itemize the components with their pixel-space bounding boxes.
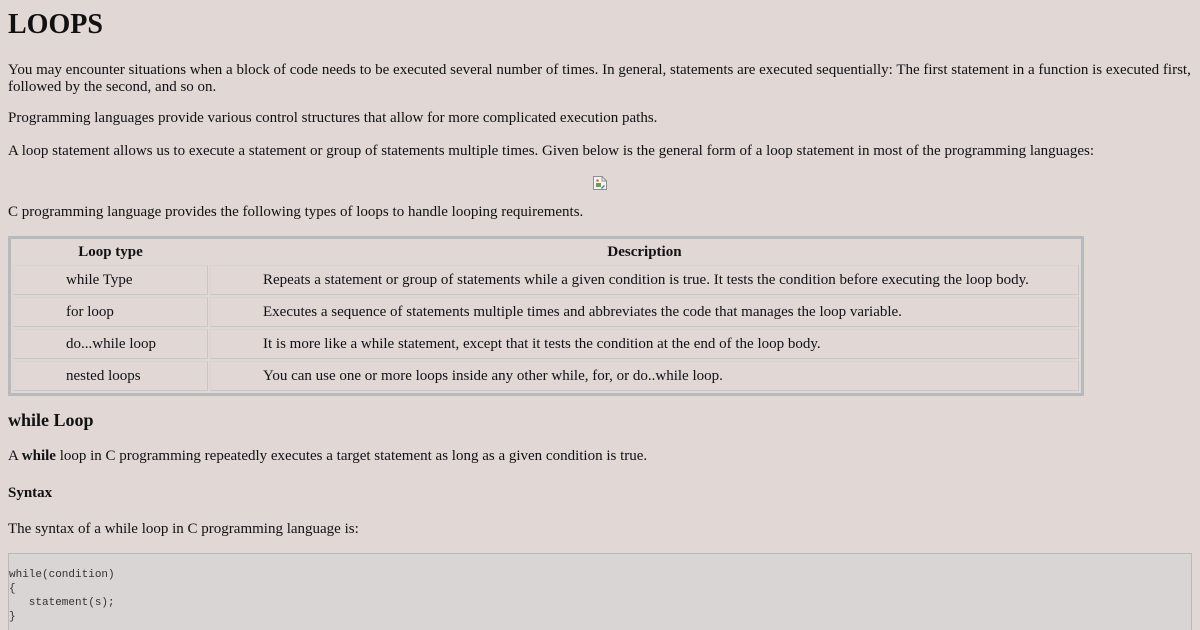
loop-type-cell: do...while loop [13, 329, 208, 359]
table-row [13, 297, 1079, 327]
loop-type-cell: while Type [13, 265, 208, 295]
description-cell: You can use one or more loops inside any other while, for, or do..while loop. [210, 361, 1079, 391]
header-loop-type: Loop type [78, 243, 143, 260]
broken-image-icon [592, 175, 608, 191]
loop-statement-paragraph: A loop statement allows us to execute a statement or group of statements multiple times. Given below is the general form of a loop statement in most of the programming languages: [8, 143, 1094, 159]
code-line: } [9, 611, 16, 623]
table-row [13, 361, 1079, 391]
loop-types-table [8, 236, 1084, 396]
table-header-row [13, 241, 1079, 263]
table-row [13, 265, 1079, 295]
syntax-heading: Syntax [8, 485, 53, 501]
while-desc-suffix: loop in C programming repeatedly executes a target statement as long as a given condition is true. [55, 448, 648, 464]
table-row [13, 329, 1079, 359]
intro-paragraph: You may encounter situations when a block of code needs to be executed several number of times. In general, statements are executed sequentially: The first statement in a function is executed first, followed by the second, and so on. [8, 62, 1191, 95]
loop-types-intro: C programming language provides the following types of loops to handle looping requirements. [8, 204, 584, 220]
code-line: while(condition) [9, 569, 115, 581]
control-structures-paragraph: Programming languages provide various control structures that allow for more complicated execution paths. [8, 110, 658, 126]
description-cell: Repeats a statement or group of statements while a given condition is true. It tests the condition before executing the loop body. [210, 265, 1079, 295]
code-line: { [9, 583, 16, 595]
while-loop-heading: while Loop [8, 410, 94, 430]
syntax-intro: The syntax of a while loop in C programming language is: [8, 521, 359, 537]
header-description: Description [607, 243, 682, 260]
description-cell: It is more like a while statement, except that it tests the condition at the end of the loop body. [210, 329, 1079, 359]
page-title: LOOPS [8, 9, 103, 40]
while-keyword: while [21, 448, 56, 464]
while-loop-description [8, 448, 1194, 465]
while-desc-prefix: A [8, 448, 22, 464]
code-block [8, 553, 1192, 630]
loop-type-cell: for loop [13, 297, 208, 327]
description-cell: Executes a sequence of statements multiple times and abbreviates the code that manages the loop variable. [210, 297, 1079, 327]
loop-type-cell: nested loops [13, 361, 208, 391]
code-line: statement(s); [9, 597, 115, 609]
